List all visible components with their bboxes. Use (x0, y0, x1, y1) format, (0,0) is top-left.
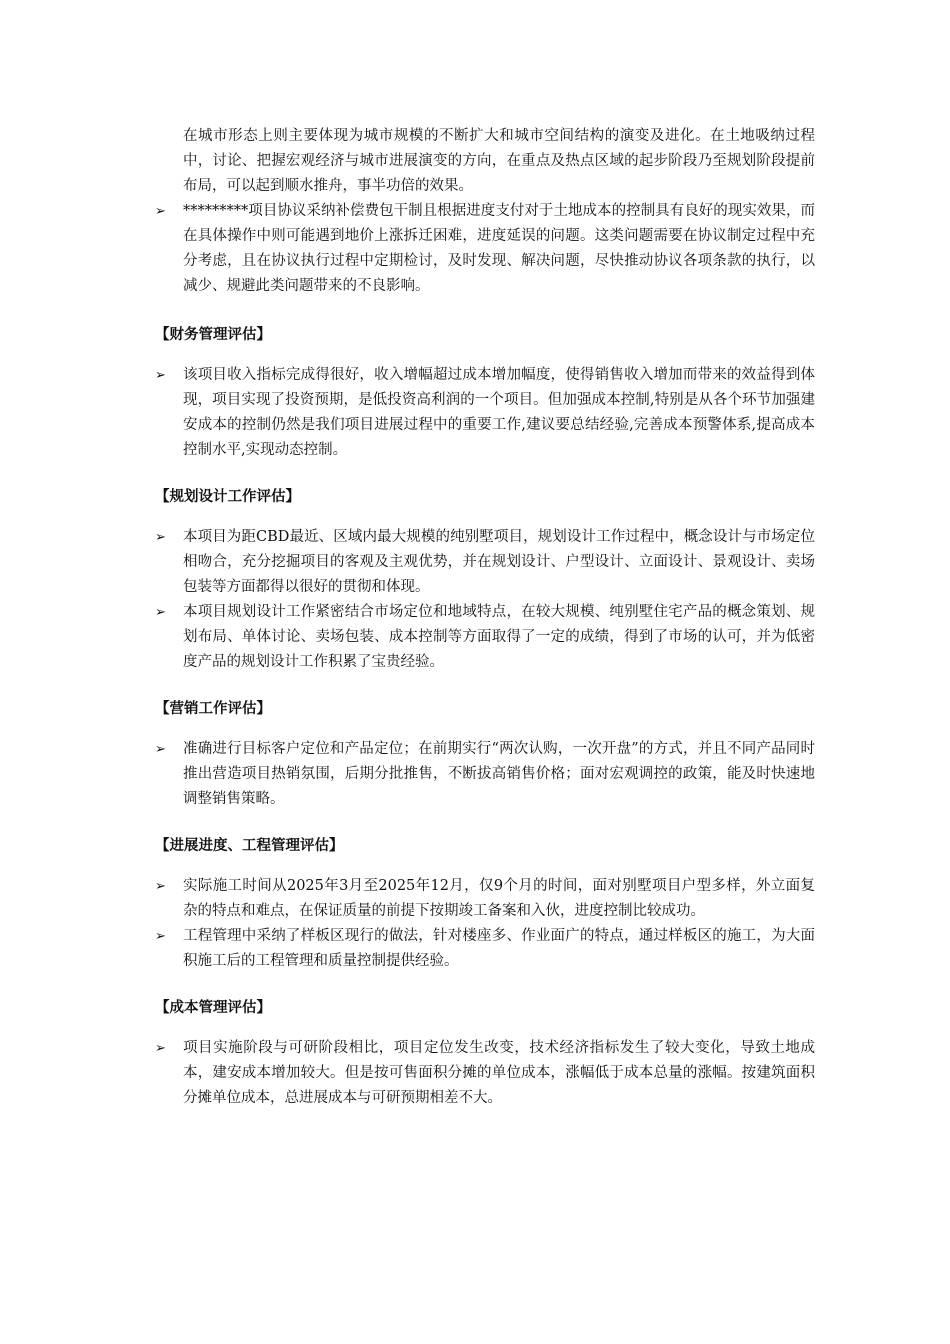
section-heading-cost: 【成本管理评估】 (155, 1000, 271, 1016)
section-planning-design (155, 525, 815, 675)
bullet-text: 实际施工时间从2025年3月至2025年12月，仅9个月的时间，面对别墅项目户型多样，外立面复杂的特点和难点，在保证质量的前提下按期竣工备案和入伙，进度控制比较成功。 (183, 878, 815, 919)
arrow-bullet-icon: ➢ (155, 879, 166, 894)
arrow-bullet-icon: ➢ (155, 1041, 166, 1056)
list-item (155, 525, 815, 600)
section-heading-finance: 【财务管理评估】 (155, 327, 271, 343)
bullet-text: 该项目收入指标完成得很好，收入增幅超过成本增加幅度，使得销售收入增加而带来的效益得到体现，项目实现了投资预期，是低投资高利润的一个项目。但加强成本控制,特别是从各个环节加强建安成本的控制仍然是我们项目进展过程中的重要工作,建议要总结经验,完善成本预警体系,提高成本控制水平,实现动态控制。 (183, 367, 815, 458)
section-heading-progress-engineering: 【进展进度、工程管理评估】 (155, 838, 344, 854)
document-content (155, 124, 815, 1111)
list-item (155, 1036, 815, 1111)
section-heading-planning-design: 【规划设计工作评估】 (155, 489, 300, 505)
arrow-bullet-icon: ➢ (155, 530, 166, 545)
bullet-text: 准确进行目标客户定位和产品定位；在前期实行“两次认购，一次开盘”的方式，并且不同产品同时推出营造项目热销氛围，后期分批推售，不断拔高销售价格；面对宏观调控的政策，能及时快速地调整销售策略。 (183, 741, 815, 807)
list-item (155, 600, 815, 675)
arrow-bullet-icon: ➢ (155, 742, 166, 757)
section-finance (155, 363, 815, 463)
bullet-text: 本项目规划设计工作紧密结合市场定位和地域特点，在较大规模、纯别墅住宅产品的概念策划、规划布局、单体讨论、卖场包装、成本控制等方面取得了一定的成绩，得到了市场的认可，并为低密度产品的规划设计工作积累了宝贵经验。 (183, 604, 815, 670)
intro-paragraph: 在城市形态上则主要体现为城市规模的不断扩大和城市空间结构的演变及进化。在土地吸纳过程中，讨论、把握宏观经济与城市进展演变的方向，在重点及热点区域的起步阶段乃至规划阶段提前布局，可以起到顺水推舟，事半功倍的效果。 (183, 128, 815, 194)
bullet-text: 项目实施阶段与可研阶段相比，项目定位发生改变，技术经济指标发生了较大变化，导致土地成本，建安成本增加较大。但是按可售面积分摊的单位成本，涨幅低于成本总量的涨幅。按建筑面积分摊单位成本，总进展成本与可研预期相差不大。 (183, 1040, 815, 1106)
arrow-bullet-icon: ➢ (155, 204, 166, 219)
list-item (155, 737, 815, 812)
section-cost (155, 1036, 815, 1111)
arrow-bullet-icon: ➢ (155, 368, 166, 383)
arrow-bullet-icon: ➢ (155, 929, 166, 944)
list-item (155, 363, 815, 463)
bullet-text: *********项目协议采纳补偿费包干制且根据进度支付对于土地成本的控制具有良好的现实效果，而在具体操作中则可能遇到地价上涨拆迁困难，进度延误的问题。这类问题需要在协议制定过程中充分考虑，且在协议执行过程中定期检讨，及时发现、解决问题，尽快推动协议各项条款的执行，以减少、规避此类问题带来的不良影响。 (183, 203, 815, 294)
list-item (155, 874, 815, 924)
section-progress-engineering (155, 874, 815, 974)
intro-bullet-item (155, 199, 815, 299)
bullet-text: 工程管理中采纳了样板区现行的做法，针对楼座多、作业面广的特点，通过样板区的施工，为大面积施工后的工程管理和质量控制提供经验。 (183, 928, 815, 969)
bullet-text: 本项目为距CBD最近、区域内最大规模的纯别墅项目，规划设计工作过程中，概念设计与市场定位相吻合，充分挖掘项目的客观及主观优势，并在规划设计、户型设计、立面设计、景观设计、卖场包装等方面都得以很好的贯彻和体现。 (183, 529, 815, 595)
list-item (155, 924, 815, 974)
section-marketing (155, 737, 815, 812)
arrow-bullet-icon: ➢ (155, 605, 166, 620)
section-heading-marketing: 【营销工作评估】 (155, 701, 271, 717)
